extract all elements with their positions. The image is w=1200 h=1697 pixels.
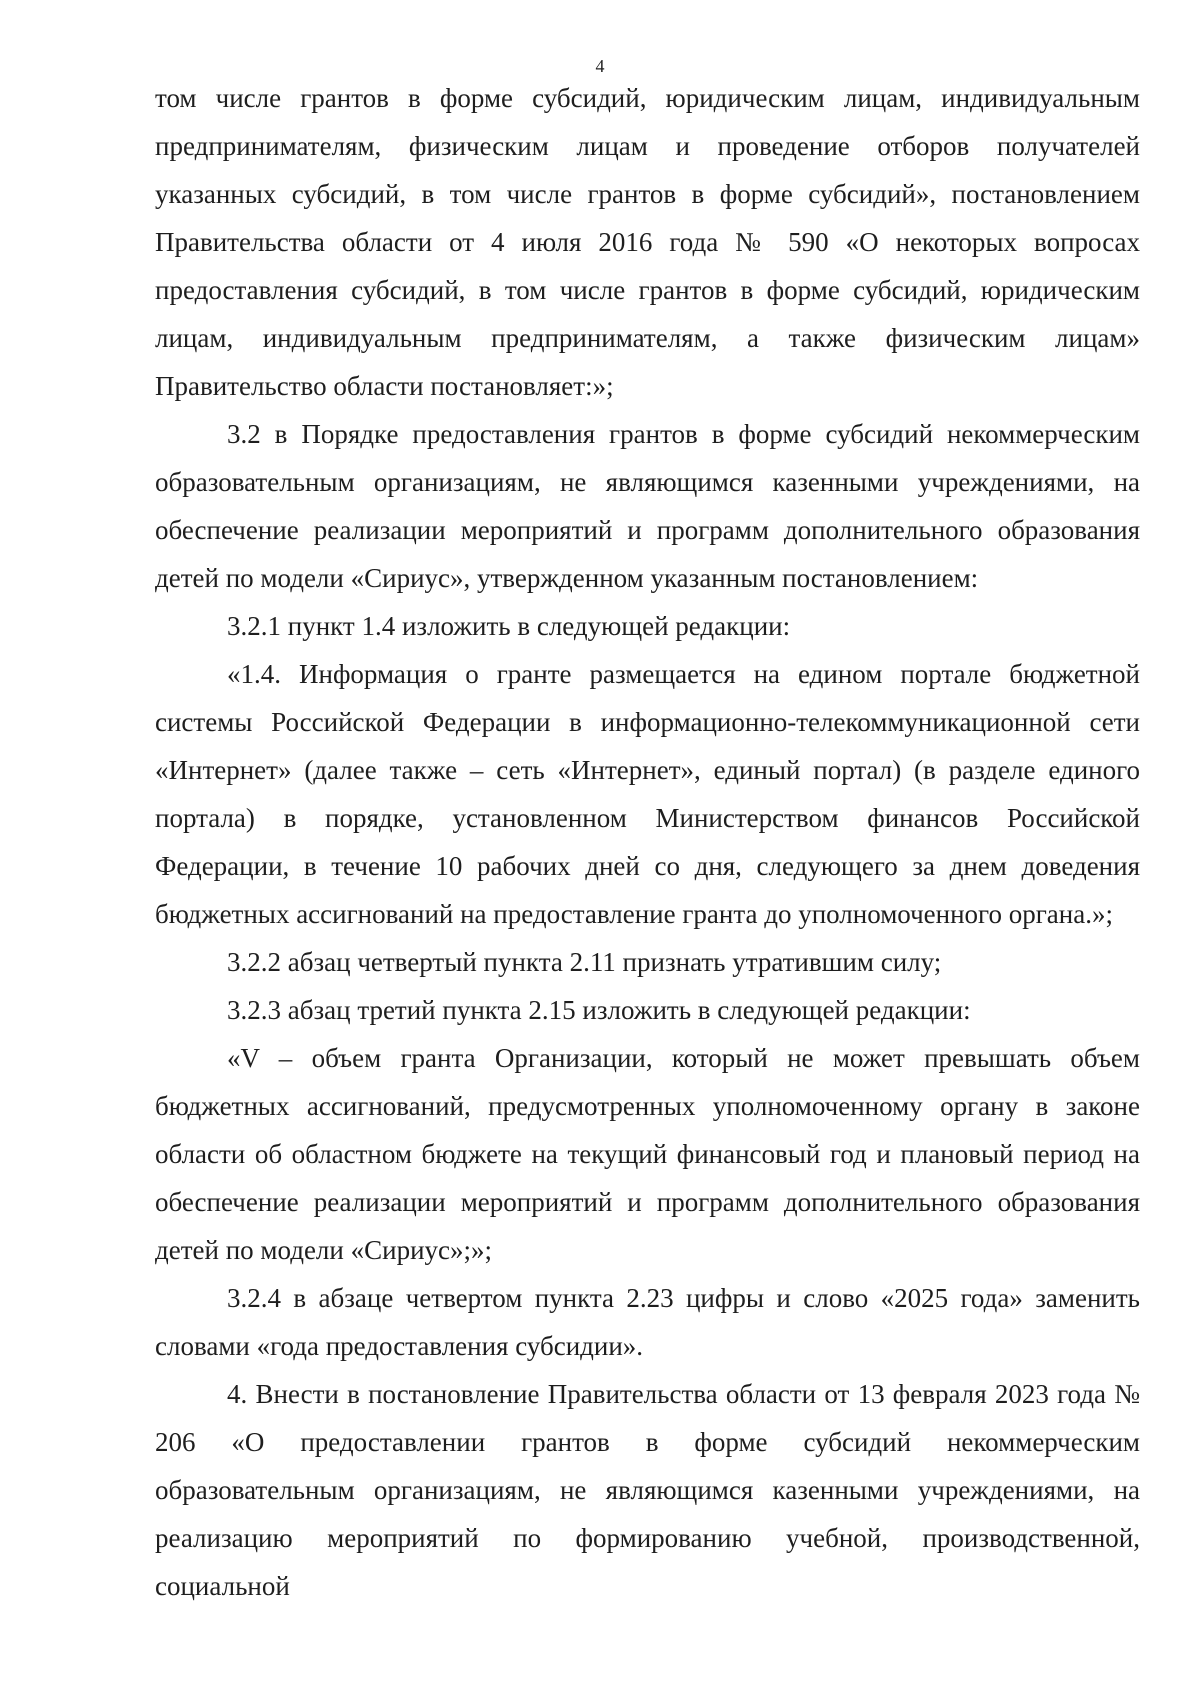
- paragraph-continuation: том числе грантов в форме субсидий, юридическим лицам, индивидуальным предпринимателям, физическим лицам и проведение отборов получателей указанных субсидий, в том числе грантов в форме субсидий», постановлением Правительства области от 4 июля 2016 года № 590 «О некоторых вопросах предоставления субсидий, в том числе грантов в форме субсидий, юридическим лицам, индивидуальным предпринимателям, а также физическим лицам» Правительство области постановляет:»;: [155, 83, 1140, 401]
- paragraph-quote-v: «V – объем гранта Организации, который не может превышать объем бюджетных ассигнований, предусмотренных уполномоченному органу в законе области об областном бюджете на текущий финансовый год и плановый период на обеспечение реализации мероприятий и программ дополнительного образования детей по модели «Сириус»;»;: [155, 1043, 1140, 1265]
- paragraph-3-2-1: 3.2.1 пункт 1.4 изложить в следующей редакции:: [227, 611, 791, 641]
- paragraph-3-2: 3.2 в Порядке предоставления грантов в форме субсидий некоммерческим образовательным организациям, не являющимся казенными учреждениями, на обеспечение реализации мероприятий и программ дополнительного образования детей по модели «Сириус», утвержденном указанным постановлением:: [155, 419, 1140, 593]
- page-number: 4: [595, 56, 605, 76]
- paragraph-4: 4. Внести в постановление Правительства области от 13 февраля 2023 года № 206 «О предоставлении грантов в форме субсидий некоммерческим образовательным организациям, не являющимся казенными учреждениями, на реализацию мероприятий по формированию учебной, производственной, социальной: [155, 1379, 1140, 1601]
- paragraph-3-2-2: 3.2.2 абзац четвертый пункта 2.11 признать утратившим силу;: [227, 947, 942, 977]
- paragraph-3-2-3: 3.2.3 абзац третий пункта 2.15 изложить в следующей редакции:: [227, 995, 971, 1025]
- paragraph-quote-1-4: «1.4. Информация о гранте размещается на едином портале бюджетной системы Российской Федерации в информационно-телекоммуникационной сети «Интернет» (далее также – сеть «Интернет», единый портал) (в разделе единого портала) в порядке, установленном Министерством финансов Российской Федерации, в течение 10 рабочих дней со дня, следующего за днем доведения бюджетных ассигнований на предоставление гранта до уполномоченного органа.»;: [155, 659, 1140, 929]
- paragraph-3-2-4: 3.2.4 в абзаце четвертом пункта 2.23 цифры и слово «2025 года» заменить словами «года предоставления субсидии».: [155, 1283, 1140, 1361]
- document-body: [155, 74, 1140, 1610]
